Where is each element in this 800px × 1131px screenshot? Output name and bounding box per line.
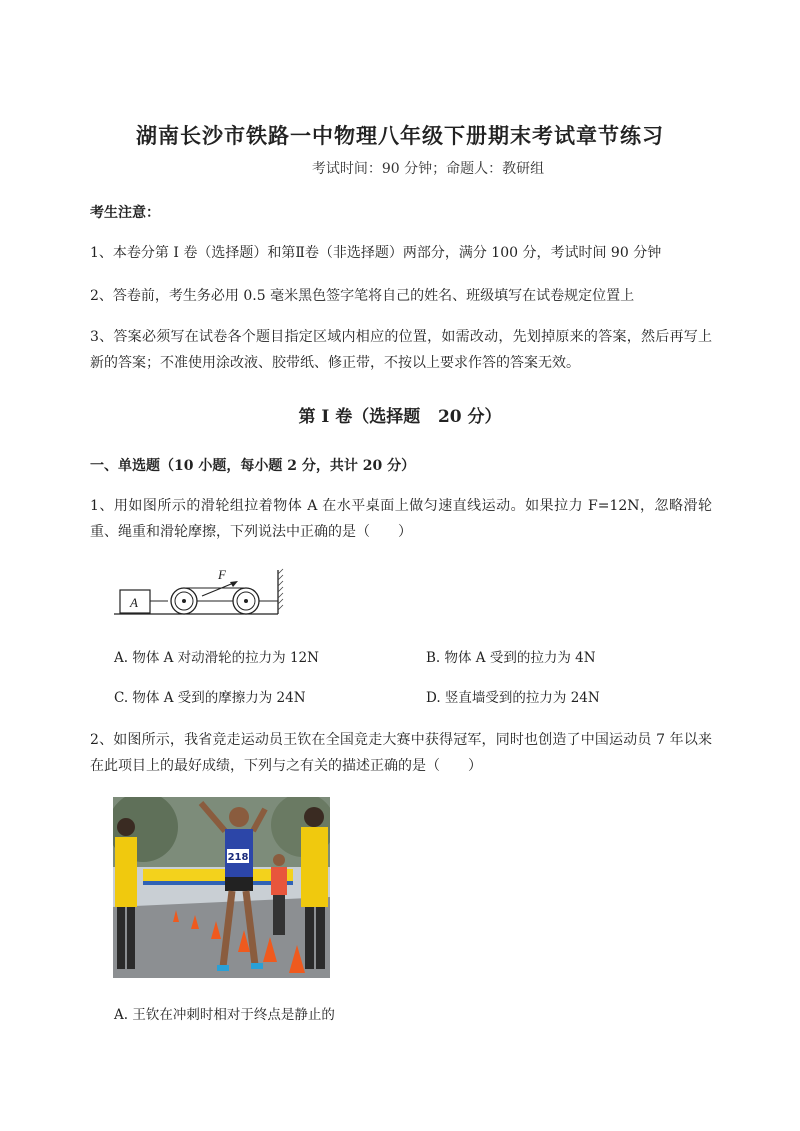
walker-main	[229, 807, 249, 827]
notice-item-3: 3、答案必须写在试卷各个题目指定区域内相应的位置，如需改动，先划掉原来的答案，然后再写上新的答案；不准使用涂改液、胶带纸、修正带，不按以上要求作答的答案无效。	[90, 329, 712, 371]
notice-item-1: 1、本卷分第 I 卷（选择题）和第Ⅱ卷（非选择题）两部分，满分 100 分，考试时间 90 分钟	[90, 245, 662, 261]
exam-info: 考试时间：90 分钟；命题人：教研组	[311, 161, 545, 177]
q1-option-d[interactable]: D. 竖直墙受到的拉力为 24N	[426, 690, 600, 706]
pulley-diagram-svg	[114, 566, 284, 618]
wall-hatch	[278, 569, 283, 610]
official-right	[301, 827, 328, 907]
notice-heading: 考生注意：	[90, 205, 160, 221]
race-walker-photo	[113, 797, 330, 978]
race-walker-photo-svg	[113, 797, 330, 978]
section-title: 第 I 卷（选择题 20 分）	[298, 407, 502, 427]
q2-option-a[interactable]: A. 王钦在冲刺时相对于终点是静止的	[114, 1007, 335, 1023]
question-1-stem: 1、用如图所示的滑轮组拉着物体 A 在水平桌面上做匀速直线运动。如果拉力 F=12N，忽略滑轮重、绳重和滑轮摩擦，下列说法中正确的是（ ）	[90, 498, 712, 540]
force-label: F	[218, 567, 226, 582]
bib-number: 218	[227, 852, 249, 863]
q1-option-b[interactable]: B. 物体 A 受到的拉力为 4N	[426, 650, 596, 666]
block-a-label: A	[130, 595, 138, 610]
walker-background	[271, 867, 287, 895]
finish-banner	[143, 869, 293, 881]
force-arrow	[202, 582, 236, 596]
part-heading: 一、单选题（10 小题，每小题 2 分，共计 20 分）	[90, 458, 416, 474]
page-title: 湖南长沙市铁路一中物理八年级下册期末考试章节练习	[136, 123, 664, 148]
q1-option-a[interactable]: A. 物体 A 对动滑轮的拉力为 12N	[114, 650, 319, 666]
pulley-diagram	[114, 566, 284, 622]
notice-item-2: 2、答卷前，考生务必用 0.5 毫米黑色签字笔将自己的姓名、班级填写在试卷规定位置上	[90, 288, 635, 304]
q1-option-c[interactable]: C. 物体 A 受到的摩擦力为 24N	[114, 690, 306, 706]
question-2-stem: 2、如图所示，我省竞走运动员王钦在全国竞走大赛中获得冠军，同时也创造了中国运动员 7 年以来在此项目上的最好成绩，下列与之有关的描述正确的是（ ）	[90, 732, 712, 774]
official-left	[115, 837, 137, 907]
